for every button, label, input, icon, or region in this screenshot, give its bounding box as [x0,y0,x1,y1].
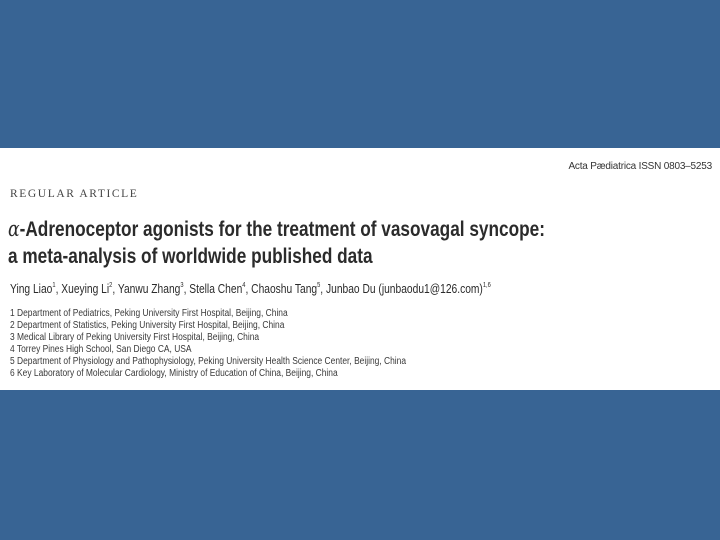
author-affiliation-mark: 5 [317,282,321,289]
author-affiliation-mark: 1 [52,282,56,289]
title-line-1 [8,216,545,243]
author: Xueying Li$^2$, [61,282,118,296]
author-name: Ying Liao [10,282,53,296]
author: Yanwu Zhang$^3$, [117,282,190,296]
author-affiliation-mark: 3 [180,282,184,289]
affiliation-line: 4 Torrey Pines High School, San Diego CA, USA [10,344,192,356]
author [326,282,491,296]
affiliation-line: 1 Department of Pediatrics, Peking University First Hospital, Beijing, China [10,308,288,319]
author-name: Chaoshu Tang [251,282,318,296]
author: Chaoshu Tang$^5$, [251,282,326,296]
alpha-symbol: α [8,217,20,241]
author-name: Yanwu Zhang [117,282,181,296]
title-line-1-text: -Adrenoceptor agonists for the treatment of vasovagal syncope: [19,218,545,241]
article-header-panel [0,148,720,390]
author-name: Stella Chen [189,282,243,296]
author-affiliation-mark: 2 [109,282,113,289]
author-name: Junbao Du (junbaodu1@126.com) [325,282,483,296]
journal-issn: Acta Pædiatrica ISSN 0803–5253 [568,161,712,172]
affiliation-line: 3 Medical Library of Peking University First Hospital, Beijing, China [10,332,260,344]
affiliation-list [10,308,406,381]
section-label: REGULAR ARTICLE [10,188,139,200]
affiliation-line: 2 Department of Statistics, Peking University First Hospital, Beijing, China [10,320,285,332]
author: Stella Chen$^4$, [189,282,252,296]
author-name: Xueying Li [61,282,110,296]
affiliation-line: 5 Department of Physiology and Pathophysiology, Peking University Health Science Center, Beijing, China [10,356,407,368]
author-affiliation-mark: 4 [242,282,246,289]
affiliation-line: 6 Key Laboratory of Molecular Cardiology, Ministry of Education of China, Beijing, China [10,368,338,380]
author-list [10,282,491,296]
author-affiliation-mark: 1,6 [482,282,491,289]
article-title [8,216,545,270]
title-line-2: a meta-analysis of worldwide published data [8,245,373,268]
author: Ying Liao$^1$, [10,282,62,296]
